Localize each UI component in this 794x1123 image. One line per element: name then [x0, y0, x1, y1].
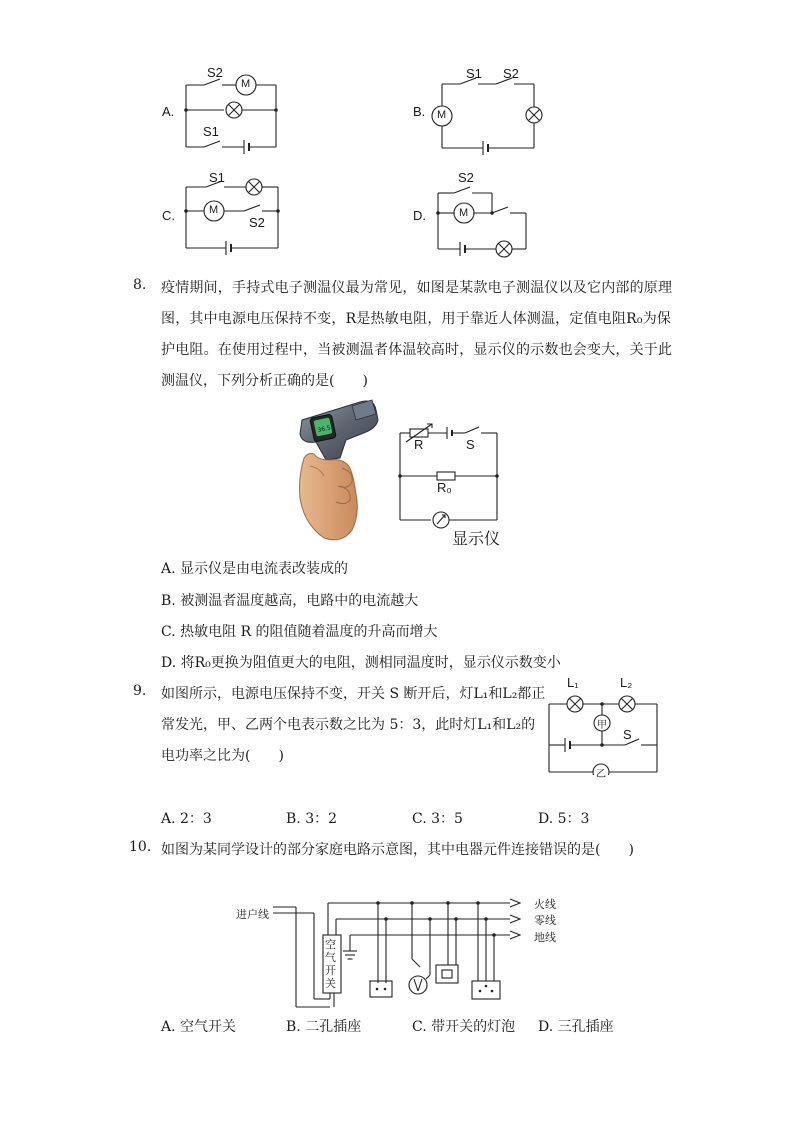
q8-choice-b[interactable]: B. 被测温者温度越高，电路中的电流越大 [161, 593, 419, 609]
q8-circuit-diagram [395, 418, 505, 530]
q9-choice-a[interactable]: A. 2：3 [161, 811, 212, 827]
q9-choice-d[interactable]: D. 5：3 [538, 811, 590, 827]
q10-ground-wire-label: 地线 [534, 931, 556, 944]
q9-line-2: 常发光，甲、乙两个电表示数之比为 5：3，此时灯L₁和L₂的 [161, 717, 536, 733]
q7-option-d-circuit [430, 183, 540, 258]
q8-number: 8. [133, 277, 147, 293]
q7-option-c-s1-label: S1 [209, 170, 225, 185]
q8-thermometer-screen-text: 36.5 [316, 424, 332, 435]
q7-option-b-motor-label: M [437, 109, 447, 121]
q8-line-3: 护电阻。在使用过程中，当被测温者体温较高时，显示仪的示数也会变大，关于此 [161, 342, 673, 358]
q10-line: 如图为某同学设计的部分家庭电路示意图，其中电器元件连接错误的是( ) [161, 842, 634, 858]
q8-line-2: 图，其中电源电压保持不变，R是热敏电阻，用于靠近人体测温，定值电阻R₀为保 [161, 311, 672, 327]
q9-circuit-diagram [545, 690, 665, 775]
q8-s-label: S [466, 437, 475, 452]
q8-thermometer-image [290, 398, 385, 543]
q7-option-a-s1-label: S1 [203, 124, 219, 139]
q10-breaker-label: 空气开关 [325, 938, 336, 990]
q7-option-d-motor-label: M [459, 207, 469, 219]
q10-choice-b[interactable]: B. 二孔插座 [286, 1019, 362, 1035]
q9-line-3: 电功率之比为( ) [161, 748, 284, 764]
q10-choice-c[interactable]: C. 带开关的灯泡 [412, 1019, 516, 1035]
q10-neutral-wire-label: 零线 [534, 914, 556, 927]
q8-resistor-r0 [437, 472, 455, 480]
q10-household-circuit [230, 893, 570, 1013]
q9-meter-yi-label: 乙 [596, 769, 606, 780]
q7-option-c-circuit [180, 175, 290, 255]
q8-r0-label: R₀ [437, 480, 452, 495]
q8-r-label: R [414, 437, 424, 452]
q8-choice-d[interactable]: D. 将R₀更换为阻值更大的电阻，测相同温度时，显示仪示数变小 [161, 655, 561, 671]
q10-lamp-icon [409, 976, 427, 994]
q8-line-4: 测温仪，下列分析正确的是( ) [161, 373, 368, 389]
q7-option-b-circuit [430, 70, 550, 155]
q10-choice-a[interactable]: A. 空气开关 [161, 1019, 237, 1035]
q7-option-c-motor-label: M [209, 204, 219, 216]
q10-number: 10. [129, 839, 152, 855]
q9-s-label: S [623, 727, 632, 742]
q9-l1-label: L₁ [567, 675, 579, 690]
q10-two-pin-socket-icon [370, 981, 392, 997]
q9-meter-jia-label: 甲 [597, 720, 607, 731]
q9-l2-label: L₂ [620, 675, 633, 690]
q8-choice-c[interactable]: C. 热敏电阻 R 的阻值随着温度的升高而增大 [161, 624, 438, 640]
q7-option-a-motor-label: M [241, 78, 251, 90]
q7-option-c-s2-label: S2 [249, 215, 265, 230]
q7-option-a-letter: A. [162, 104, 175, 119]
q7-option-d-s2-label: S2 [458, 170, 474, 185]
q7-option-c-letter: C. [162, 208, 175, 223]
q10-switch-box-icon [436, 965, 458, 983]
q10-three-pin-socket-icon [472, 981, 500, 999]
q8-display-label: 显示仪 [452, 529, 501, 548]
q9-number: 9. [133, 683, 147, 699]
q10-incoming-line-label: 进户线 [236, 908, 269, 921]
q7-option-b-s1-label: S1 [466, 66, 482, 81]
q8-choice-a[interactable]: A. 显示仪是由电流表改装成的 [161, 561, 349, 577]
q7-option-d-letter: D. [413, 208, 426, 223]
q9-line-1: 如图所示，电源电压保持不变，开关 S 断开后，灯L₁和L₂都正 [161, 686, 546, 702]
q7-option-b-letter: B. [413, 104, 426, 119]
q7-options [0, 0, 794, 260]
q8-line-1: 疫情期间，手持式电子测温仪最为常见，如图是某款电子测温仪以及它内部的原理 [161, 280, 673, 296]
q7-option-b-s2-label: S2 [503, 66, 519, 81]
q9-choice-b[interactable]: B. 3：2 [286, 811, 338, 827]
q7-option-a-s2-label: S2 [207, 65, 223, 80]
q10-live-wire-label: 火线 [534, 898, 556, 911]
q10-choice-d[interactable]: D. 三孔插座 [538, 1019, 614, 1035]
q9-choice-c[interactable]: C. 3：5 [412, 811, 463, 827]
q7-option-a-circuit [180, 60, 290, 155]
